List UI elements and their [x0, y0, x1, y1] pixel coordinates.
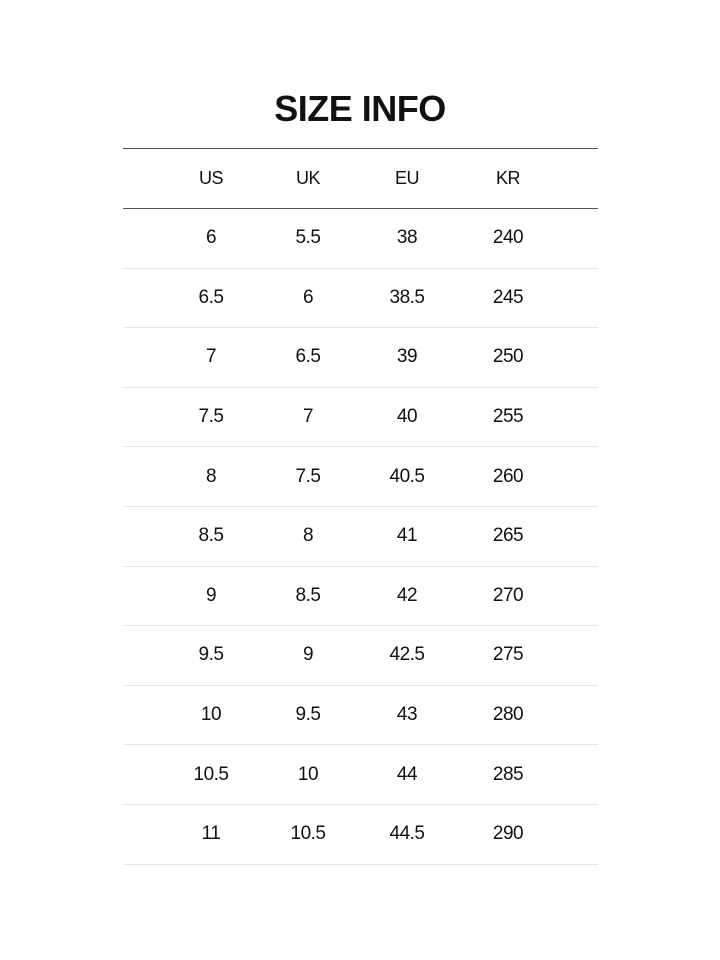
cell-us: 10.5 [193, 763, 229, 785]
cell-eu: 39 [396, 346, 418, 368]
cell-uk: 6.5 [295, 346, 321, 368]
table-row [123, 567, 598, 627]
cell-eu: 42 [396, 584, 418, 606]
cell-kr: 260 [492, 465, 524, 487]
cell-kr: 290 [492, 823, 524, 845]
cell-us: 8.5 [198, 525, 224, 547]
cell-uk: 7.5 [295, 465, 321, 487]
table-row [123, 269, 598, 329]
table-row [123, 626, 598, 686]
cell-uk: 8 [302, 525, 314, 547]
cell-us: 8 [205, 465, 217, 487]
cell-uk: 9 [302, 644, 314, 666]
cell-kr: 240 [492, 227, 524, 249]
cell-eu: 40 [396, 406, 418, 428]
column-header-us: US [198, 168, 223, 188]
cell-eu: 43 [396, 704, 418, 726]
cell-eu: 44.5 [389, 823, 425, 845]
size-table [123, 148, 598, 865]
table-row [123, 805, 598, 865]
cell-eu: 44 [396, 763, 418, 785]
cell-us: 6.5 [198, 286, 224, 308]
cell-eu: 42.5 [389, 644, 425, 666]
cell-uk: 10.5 [290, 823, 326, 845]
table-row [123, 209, 598, 269]
table-row [123, 328, 598, 388]
column-header-eu: EU [394, 168, 419, 188]
cell-uk: 7 [302, 406, 314, 428]
cell-uk: 8.5 [295, 584, 321, 606]
table-row [123, 686, 598, 746]
cell-uk: 6 [302, 286, 314, 308]
table-row [123, 745, 598, 805]
table-row [123, 507, 598, 567]
table-row [123, 388, 598, 448]
cell-kr: 275 [492, 644, 524, 666]
cell-us: 6 [205, 227, 217, 249]
cell-kr: 270 [492, 584, 524, 606]
cell-kr: 255 [492, 406, 524, 428]
cell-us: 10 [200, 704, 222, 726]
page-title: SIZE INFO [274, 88, 446, 129]
column-header-uk: UK [295, 168, 320, 188]
cell-us: 9.5 [198, 644, 224, 666]
cell-kr: 265 [492, 525, 524, 547]
cell-kr: 285 [492, 763, 524, 785]
cell-kr: 245 [492, 286, 524, 308]
cell-us: 11 [201, 823, 221, 845]
cell-uk: 10 [297, 763, 319, 785]
table-header-row [123, 148, 598, 209]
cell-eu: 38 [396, 227, 418, 249]
cell-us: 7 [205, 346, 217, 368]
column-header-kr: KR [495, 168, 520, 188]
cell-us: 9 [205, 584, 217, 606]
cell-eu: 40.5 [389, 465, 425, 487]
cell-kr: 280 [492, 704, 524, 726]
cell-uk: 9.5 [295, 704, 321, 726]
table-row [123, 447, 598, 507]
cell-eu: 41 [396, 525, 418, 547]
cell-us: 7.5 [198, 406, 224, 428]
cell-kr: 250 [492, 346, 524, 368]
cell-uk: 5.5 [295, 227, 321, 249]
cell-eu: 38.5 [389, 286, 425, 308]
